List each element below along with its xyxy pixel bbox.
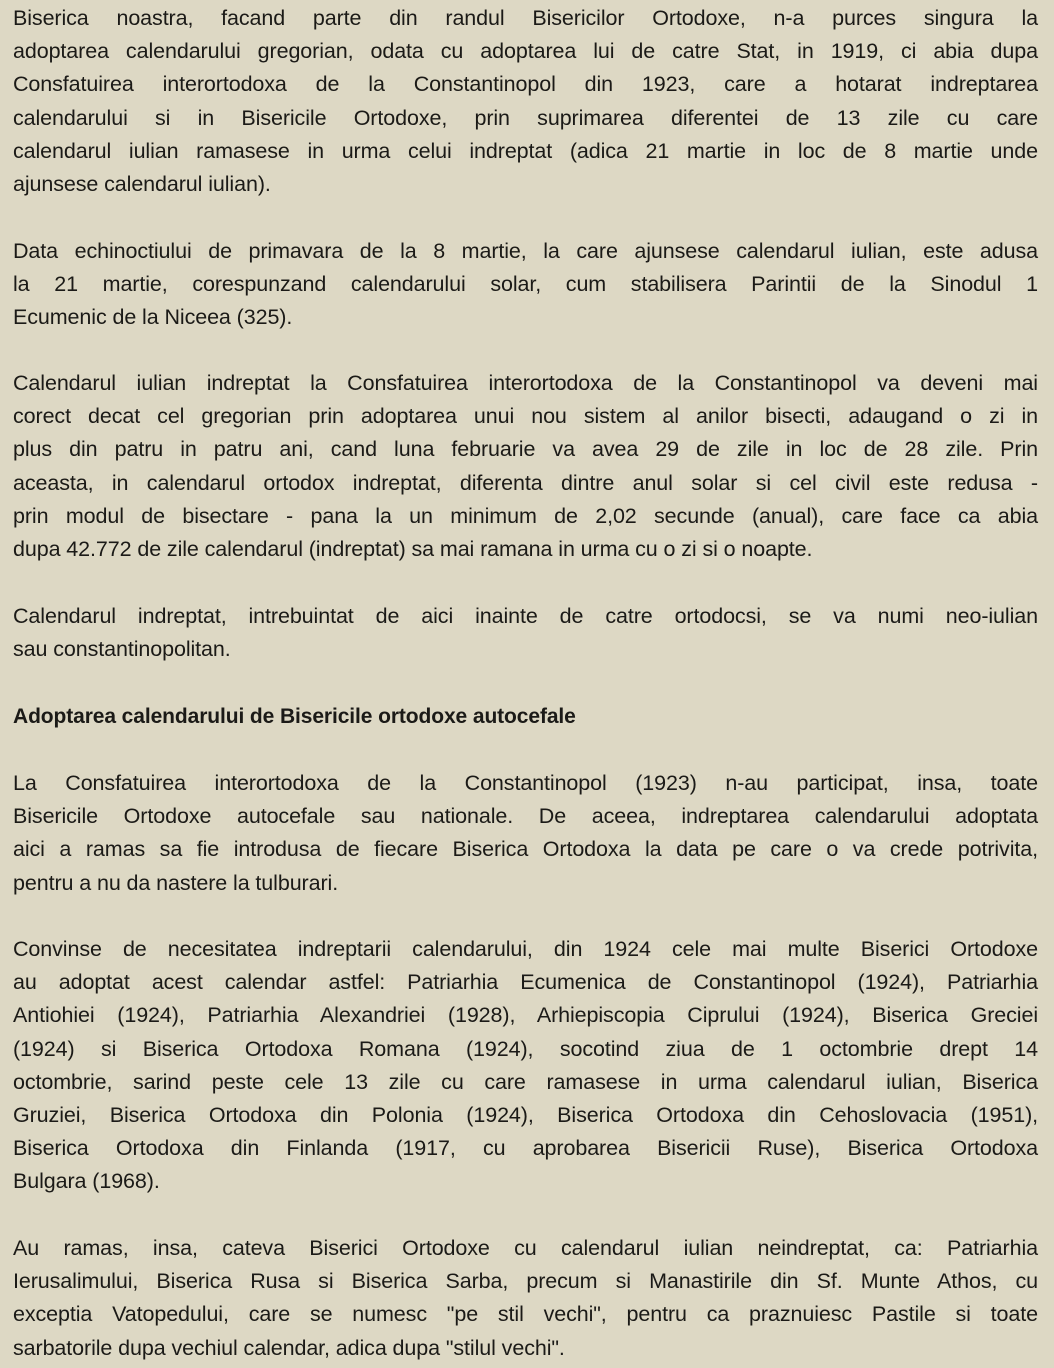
paragraph-neo-julian [13, 600, 1038, 666]
text-line: Calendarul indreptat, intrebuintat de aici inainte de catre ortodocsi, se va numi neo-iulian [13, 604, 1038, 628]
text-line: Biserica Ortodoxa din Finlanda (1917, cu aprobarea Bisericii Ruse), Biserica Ortodoxa [13, 1136, 1038, 1161]
text-line: Ierusalimului, Biserica Rusa si Biserica Sarba, precum si Manastirile din Sf. Munte Athos, cu [13, 1269, 1038, 1294]
text-line: Consfatuirea interortodoxa de la Constantinopol din 1923, care a hotarat indreptarea [13, 72, 1038, 97]
text-line: corect decat cel gregorian prin adoptarea unui nou sistem al anilor bisecti, adaugand o zi in [13, 404, 1038, 429]
text-line: calendarului si in Bisericile Ortodoxe, prin suprimarea diferentei de 13 zile cu care [13, 105, 1038, 130]
paragraph-corrected-julian [13, 367, 1038, 566]
text-line: Convinse de necesitatea indreptarii calendarului, din 1924 cele mai multe Biserici Ortodoxe [13, 937, 1038, 961]
text-line: Bisericile Ortodoxe autocefale sau nationale. De aceea, indreptarea calendarului adoptata [13, 804, 1038, 829]
text-line: ajunsese calendarul iulian). [13, 171, 271, 196]
text-line: octombrie, sarind peste cele 13 zile cu care ramasese in urma calendarul iulian, Biserica [13, 1069, 1038, 1094]
section-heading [13, 700, 1038, 733]
text-line: Au ramas, insa, cateva Biserici Ortodoxe cu calendarul iulian neindreptat, ca: Patriarhia [13, 1236, 1038, 1260]
text-line: pentru a nu da nastere la tulburari. [13, 870, 339, 895]
text-line: (1924) si Biserica Ortodoxa Romana (1924), socotind ziua de 1 octombrie drept 14 [13, 1036, 1038, 1061]
heading-text: Adoptarea calendarului de Bisericile ortodoxe autocefale [13, 705, 576, 728]
text-line: plus din patru in patru ani, cand luna februarie va avea 29 de zile in loc de 28 zile. Prin [13, 437, 1038, 462]
text-line: sarbatorile dupa vechiul calendar, adica dupa "stilul vechi". [13, 1335, 565, 1360]
paragraph-churches-adopted [13, 933, 1038, 1199]
text-line: Biserica noastra, facand parte din randul Bisericilor Ortodoxe, n-a purces singura la [13, 6, 1038, 30]
text-line: Gruziei, Biserica Ortodoxa din Polonia (1924), Biserica Ortodoxa din Cehoslovacia (1951), [13, 1102, 1038, 1127]
text-line: Calendarul iulian indreptat la Consfatuirea interortodoxa de la Constantinopol va deveni mai [13, 371, 1038, 395]
paragraph-equinox [13, 235, 1038, 335]
text-line: aceasta, in calendarul ortodox indreptat, diferenta dintre anul solar si cel civil este redusa - [13, 470, 1038, 495]
paragraph-gregorian-adoption [13, 2, 1038, 201]
text-line: aici a ramas sa fie introdusa de fiecare Biserica Ortodoxa la data pe care o va crede potrivita, [13, 837, 1038, 862]
text-line: Bulgara (1968). [13, 1169, 160, 1194]
text-line: dupa 42.772 de zile calendarul (indreptat) sa mai ramana in urma cu o zi si o noapte. [13, 536, 813, 561]
text-line: prin modul de bisectare - pana la un minimum de 2,02 secunde (anual), care face ca abia [13, 503, 1038, 528]
text-line: au adoptat acest calendar astfel: Patriarhia Ecumenica de Constantinopol (1924), Patriarhia [13, 970, 1038, 995]
text-line: Ecumenic de la Niceea (325). [13, 305, 293, 330]
text-line: exceptia Vatopedului, care se numesc "pe stil vechi", pentru ca praznuiesc Pastile si toate [13, 1302, 1038, 1327]
text-line: Antiohiei (1924), Patriarhia Alexandriei (1928), Arhiepiscopia Ciprului (1924), Biserica Greciei [13, 1003, 1038, 1028]
text-line: La Consfatuirea interortodoxa de la Constantinopol (1923) n-au participat, insa, toate [13, 771, 1038, 795]
text-line: sau constantinopolitan. [13, 637, 231, 662]
text-line: Data echinoctiului de primavara de la 8 martie, la care ajunsese calendarul iulian, este adusa [13, 239, 1038, 263]
paragraph-old-style [13, 1232, 1038, 1365]
text-line: adoptarea calendarului gregorian, odata cu adoptarea lui de catre Stat, in 1919, ci abia dupa [13, 39, 1038, 64]
text-line: la 21 martie, corespunzand calendarului solar, cum stabilisera Parintii de la Sinodul 1 [13, 272, 1038, 297]
text-line: calendarul iulian ramasese in urma celui indreptat (adica 21 martie in loc de 8 martie unde [13, 138, 1038, 163]
paragraph-conference [13, 767, 1038, 900]
